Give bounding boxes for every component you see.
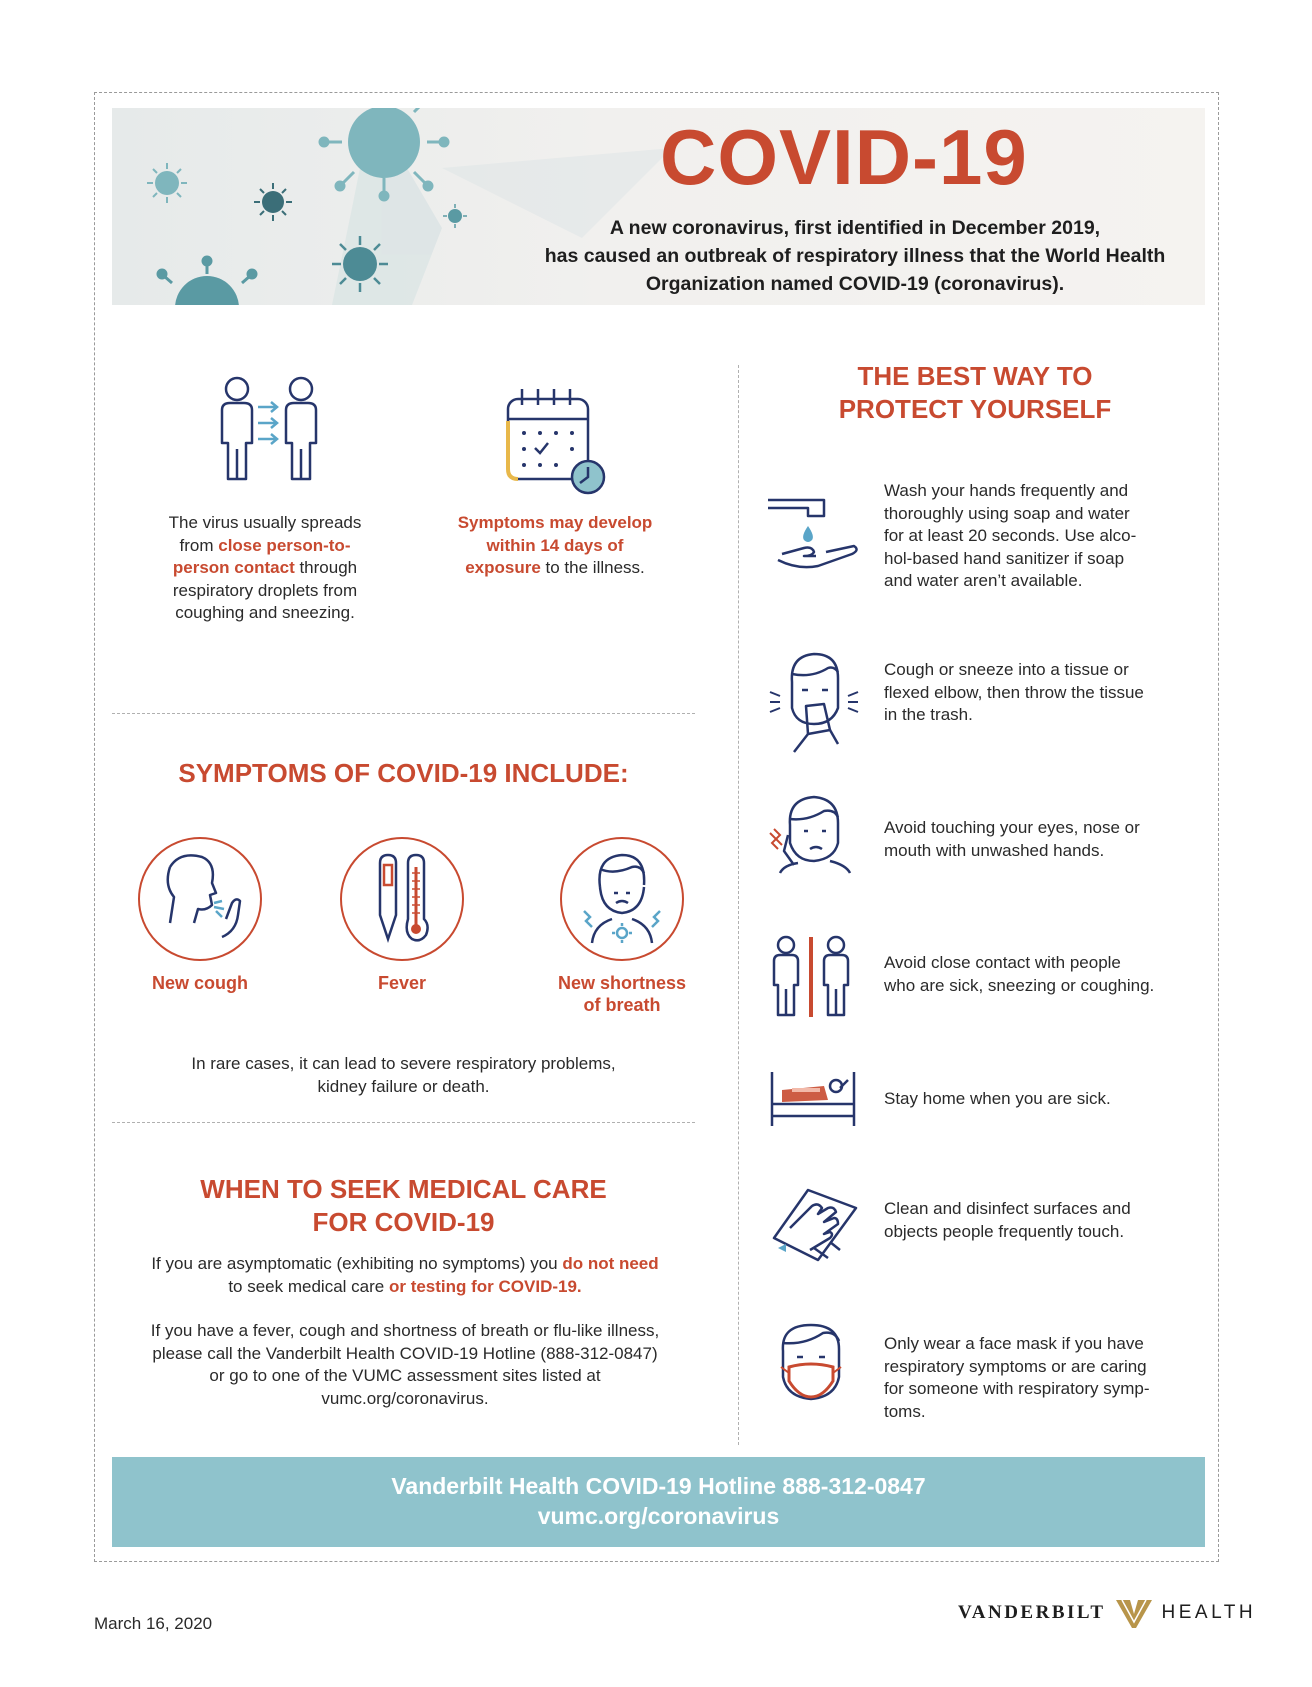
symptom-circle-cough xyxy=(138,837,262,961)
person-to-person-icon xyxy=(210,375,320,485)
thermometer-icon xyxy=(342,839,462,959)
text-span: through xyxy=(294,558,358,577)
text-line: in the trash. xyxy=(884,705,973,724)
highlight-text: within 14 days of xyxy=(486,535,624,555)
cough-icon xyxy=(140,839,260,959)
symptom-label-line: Fever xyxy=(377,973,427,993)
text-line xyxy=(105,1253,705,1276)
virus-icon-tiny xyxy=(443,204,467,228)
virus-icon-center xyxy=(332,236,388,292)
text-line xyxy=(140,557,390,580)
text-line: Wash your hands frequently and xyxy=(884,481,1129,500)
highlight-text: do not need xyxy=(562,1254,659,1273)
website-text: vumc.org/coronavirus xyxy=(537,1503,780,1529)
incubation-text xyxy=(430,512,680,580)
hotline-text: Vanderbilt Health COVID-19 Hotline 888-312-0847 xyxy=(391,1473,926,1499)
text-line: respiratory droplets from xyxy=(172,580,358,600)
text-line: mouth with unwashed hands. xyxy=(884,840,1105,860)
text-line xyxy=(105,1276,705,1299)
protect-title xyxy=(760,360,1190,426)
page-title: COVID-19 xyxy=(660,113,1028,201)
vanderbilt-health-logo xyxy=(958,1596,1256,1630)
symptom-label-line: New shortness xyxy=(557,973,687,993)
text-span: from xyxy=(179,535,219,555)
text-line: Avoid touching your eyes, nose or xyxy=(884,818,1140,837)
title-line: PROTECT YOURSELF xyxy=(838,394,1112,424)
medical-care-title xyxy=(112,1173,695,1239)
text-line: please call the Vanderbilt Health COVID-19 Hotline (888-312-0847) xyxy=(152,1343,658,1363)
symptom-label-line: of breath xyxy=(583,995,661,1015)
symptom-circle-fever xyxy=(340,837,464,961)
symptom-label-fever xyxy=(322,972,482,994)
hand-washing-icon xyxy=(768,498,878,578)
text-line: vumc.org/coronavirus. xyxy=(321,1388,489,1408)
spread-text xyxy=(140,512,390,625)
text-line: coughing and sneezing. xyxy=(175,603,355,622)
face-touch-icon xyxy=(768,795,858,875)
medical-care-paragraph-2 xyxy=(105,1320,705,1410)
protect-item-1 xyxy=(884,480,1184,593)
calendar-clock-icon xyxy=(500,385,610,495)
text-line: or go to one of the VUMC assessment sites listed at xyxy=(209,1366,601,1385)
text-line: kidney failure or death. xyxy=(317,1076,490,1096)
header-subtitle xyxy=(505,214,1205,298)
text-line: thoroughly using soap and water xyxy=(884,503,1130,523)
symptom-label-cough xyxy=(120,972,280,994)
column-divider xyxy=(738,365,739,1445)
protect-item-5 xyxy=(884,1088,1194,1111)
logo-word: HEALTH xyxy=(1161,1602,1257,1623)
subtitle-line: has caused an outbreak of respiratory illness that the World Health xyxy=(544,245,1166,267)
protect-item-7 xyxy=(884,1333,1194,1423)
highlight-text: person contact xyxy=(172,558,295,577)
virus-icon-small-left xyxy=(147,163,187,203)
text-line: If you have a fever, cough and shortness of breath or flu-like illness, xyxy=(150,1321,660,1340)
text-line: toms. xyxy=(884,1401,926,1421)
protect-item-3 xyxy=(884,817,1194,862)
text-line: hol-based hand sanitizer if soap xyxy=(884,548,1125,568)
text-span: If you are asymptomatic (exhibiting no symptoms) you xyxy=(151,1254,563,1273)
title-line: WHEN TO SEEK MEDICAL CARE xyxy=(200,1174,607,1204)
text-line: for someone with respiratory symp- xyxy=(884,1379,1150,1398)
title-line: THE BEST WAY TO xyxy=(857,361,1093,391)
text-line xyxy=(430,557,680,580)
virus-icon-bottom-left xyxy=(158,257,256,305)
protect-item-4 xyxy=(884,952,1204,997)
subtitle-line: A new coronavirus, first identified in December 2019, xyxy=(609,217,1101,239)
text-line: Cough or sneeze into a tissue or xyxy=(884,660,1129,679)
oak-leaf-v-icon xyxy=(1112,1596,1156,1630)
subtitle-line: Organization named COVID-19 (coronavirus). xyxy=(645,273,1065,295)
protect-item-6 xyxy=(884,1198,1194,1243)
protect-item-2 xyxy=(884,659,1194,727)
publish-date: March 16, 2020 xyxy=(94,1614,213,1633)
text-line: In rare cases, it can lead to severe respiratory problems, xyxy=(191,1054,616,1073)
highlight-text: close person-to- xyxy=(218,535,351,555)
text-line xyxy=(140,535,390,558)
face-mask-icon xyxy=(775,1323,855,1403)
title-line: FOR COVID-19 xyxy=(312,1207,495,1237)
cleaning-surface-icon xyxy=(768,1180,864,1262)
text-span: to seek medical care xyxy=(228,1276,389,1296)
medical-care-paragraph-1 xyxy=(105,1253,705,1298)
text-line: for at least 20 seconds. Use alco- xyxy=(884,526,1137,545)
sneeze-tissue-icon xyxy=(768,648,860,753)
highlight-text: or testing for COVID-19. xyxy=(388,1276,582,1296)
text-line: Only wear a face mask if you have xyxy=(884,1334,1144,1353)
rare-cases-text xyxy=(112,1053,695,1098)
text-line: and water aren’t available. xyxy=(884,571,1083,590)
section-divider xyxy=(112,713,695,714)
text-line: objects people frequently touch. xyxy=(884,1221,1125,1241)
text-line: respiratory symptoms or are caring xyxy=(884,1356,1147,1376)
hotline-banner xyxy=(112,1457,1205,1547)
text-line: who are sick, sneezing or coughing. xyxy=(884,975,1155,995)
section-divider xyxy=(112,1122,695,1123)
text-line: Stay home when you are sick. xyxy=(884,1089,1111,1108)
text-span: to the illness. xyxy=(540,558,645,577)
social-distance-icon xyxy=(768,935,858,1020)
highlight-text: Symptoms may develop xyxy=(457,513,653,532)
sick-in-bed-icon xyxy=(768,1070,858,1128)
virus-icon-large xyxy=(320,108,448,200)
text-line: Avoid close contact with people xyxy=(884,953,1121,972)
text-line: Clean and disinfect surfaces and xyxy=(884,1199,1131,1218)
symptom-label-breath xyxy=(532,972,712,1016)
symptom-label-line: New cough xyxy=(151,973,248,993)
text-line: flexed elbow, then throw the tissue xyxy=(884,682,1144,702)
shortness-of-breath-icon xyxy=(562,839,682,959)
symptom-circle-breath xyxy=(560,837,684,961)
virus-icon-dark xyxy=(254,183,292,221)
highlight-text: exposure xyxy=(465,558,541,577)
symptoms-title: SYMPTOMS OF COVID-19 INCLUDE: xyxy=(178,758,629,788)
logo-word: VANDERBILT xyxy=(958,1602,1106,1623)
text-line: The virus usually spreads xyxy=(168,513,362,532)
